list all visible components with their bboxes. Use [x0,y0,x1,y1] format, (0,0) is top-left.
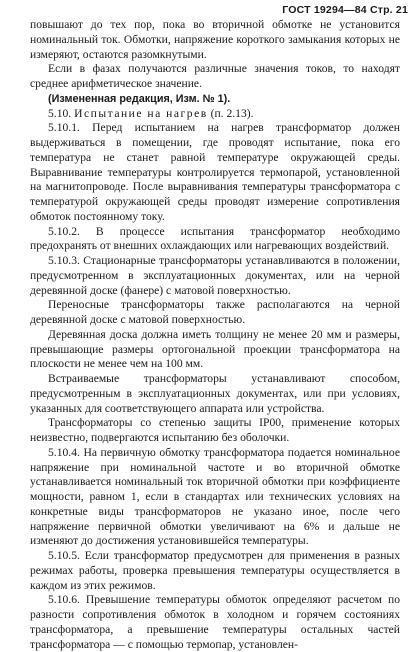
paragraph-ip00: Трансформаторы со степенью защиты IP00, применение которых неизвестно, подвергаются испытанию без оболочки. [30,416,400,444]
paragraph-wooden-board: Деревянная доска должна иметь толщину не менее 20 мм и размеры, превышающие размеры ортогональной проекции трансформатора на плоскости не менее чем на 100 мм. [30,327,400,371]
section-number: 5.10. [48,106,75,120]
paragraph-5-10-6: 5.10.6. Превышение температуры обмоток определяют расчетом по разности сопротивления обмоток в холодном и горячем состояниях трансформатора, а превышение температуры остальных частей трансформатора — с помощью термопар, установлен- [30,593,400,651]
paragraph-phase-currents: Если в фазах получаются различные значения токов, то находят среднее арифметическое значение. [30,62,400,90]
paragraph-5-10-3: 5.10.3. Стационарные трансформаторы устанавливаются в положении, предусмотренном в эксплуатационных документах, или на черной деревянной доске (фанере) с матовой поверхностью. [30,254,400,297]
document-body [30,18,400,652]
paragraph-built-in-transformers: Встраиваемые трансформаторы устанавливают способом, предусмотренным в эксплуатационных документах, или при условиях, указанных для соответствующего аппарата или устройства. [30,372,400,415]
paragraph-portable-transformers: Переносные трансформаторы также располагаются на черной деревянной доске с матовой поверхностью. [30,298,400,326]
paragraph-continuation: повышают до тех пор, пока во вторичной обмотке не установится номинальный ток. Обмотки, напряжение короткого замыкания которых не измеряют, остаются разомкнутыми. [30,18,400,61]
section-reference: (п. 2.13). [207,106,254,120]
page-header: ГОСТ 19294—84 Стр. 21 [282,4,408,16]
section-title: Испытание на нагрев [74,106,208,120]
paragraph-5-10-1: 5.10.1. Перед испытанием на нагрев трансформатор должен выдерживаться в помещении, где проводят испытание, пока его температура не станет равной температуре окружающей среды. Выравнивание температуры контролируется термопарой, установленной на магнитопроводе. После выравнивания температуры трансформатора с температурой окружающей среды проводят измерение сопротивления обмоток постоянному току. [30,121,400,223]
paragraph-5-10-4: 5.10.4. На первичную обмотку трансформатора подается номинальное напряжение при номинальной частоте и во вторичной обмотке устанавливается номинальный ток вторичной обмотки при коэффициенте мощности, равном 1, если в стандартах или технических условиях на конкретные виды трансформаторов не указано иное, после чего напряжение первичной обмотки увеличивают на 6% и дальше не изменяют до достижения установившейся температуры. [30,445,400,548]
paragraph-5-10-2: 5.10.2. В процессе испытания трансформатор необходимо предохранять от внешних охлаждающих или нагревающих воздействий. [30,224,400,253]
section-heading-5-10 [30,107,400,122]
paragraph-amendment-note: (Измененная редакция, Изм. № 1). [48,92,231,105]
paragraph-5-10-5: 5.10.5. Если трансформатор предусмотрен для применения в разных режимах работы, проверка превышения температуры осуществляется в каждом из этих режимов. [30,549,400,592]
